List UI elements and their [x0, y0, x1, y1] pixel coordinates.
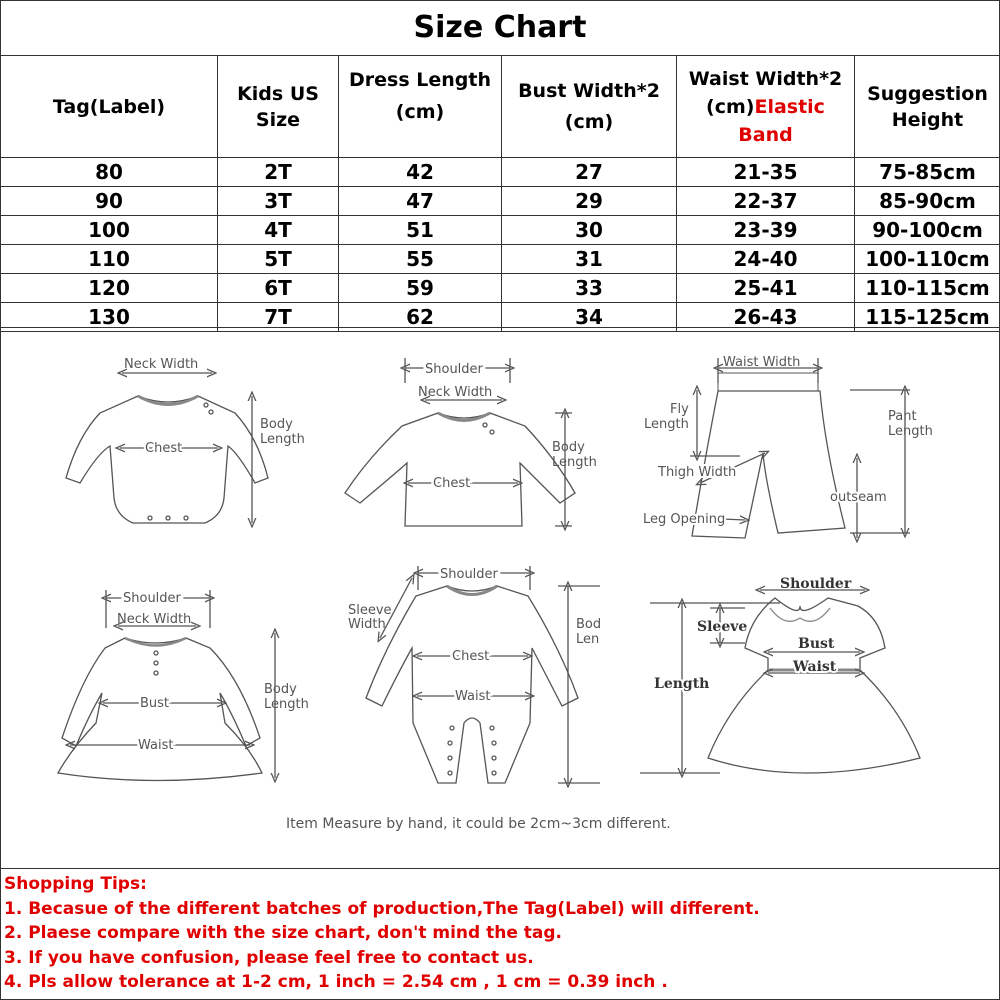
short-dress-length-label: Length	[654, 676, 710, 692]
long-dress-neck-label: Neck Width	[117, 612, 192, 627]
pants-outseam-label: outseam	[830, 490, 887, 505]
pants-diagram	[690, 358, 910, 538]
size-table	[0, 55, 1000, 332]
romper-sleeve-label-2: Width	[348, 617, 386, 632]
tip-item-2: 2. Plaese compare with the size chart, don't mind the tag.	[4, 923, 563, 943]
bodysuit-body-label-1: Body	[260, 417, 293, 432]
table-cell: 47	[339, 187, 502, 216]
table-cell: 5T	[218, 245, 339, 274]
long-dress-shoulder-label: Shoulder	[123, 591, 181, 606]
shopping-tips	[4, 872, 994, 995]
table-row	[1, 187, 1000, 216]
table-cell: 24-40	[677, 245, 855, 274]
bodysuit-body-label-2: Length	[260, 432, 305, 447]
bodysuit-chest-label: Chest	[145, 441, 183, 456]
pants-fly-label-1: Fly	[670, 402, 689, 417]
romper-waist-label: Waist	[455, 689, 491, 704]
table-cell: 85-90cm	[855, 187, 1000, 216]
header-bust-width: Bust Width*2 (cm)	[502, 56, 677, 158]
tips-heading: Shopping Tips:	[4, 874, 147, 894]
long-dress-waist-label: Waist	[138, 738, 174, 753]
long-dress-bust-label: Bust	[140, 696, 170, 711]
table-cell: 4T	[218, 216, 339, 245]
band-label: Band	[738, 123, 793, 146]
table-cell: 62	[339, 303, 502, 332]
table-cell: 2T	[218, 158, 339, 187]
table-cell: 42	[339, 158, 502, 187]
table-cell: 51	[339, 216, 502, 245]
romper-sleeve-label-1: Sleeve	[348, 603, 392, 618]
header-suggestion-height: Suggestion Height	[855, 56, 1000, 158]
table-cell: 23-39	[677, 216, 855, 245]
table-cell: 59	[339, 274, 502, 303]
table-cell: 110-115cm	[855, 274, 1000, 303]
table-cell: 30	[502, 216, 677, 245]
measure-note: Item Measure by hand, it could be 2cm~3cm different.	[286, 816, 671, 832]
table-row	[1, 216, 1000, 245]
romper-chest-label: Chest	[452, 649, 490, 664]
table-cell: 90	[1, 187, 218, 216]
pants-leg-label: Leg Opening	[643, 512, 726, 527]
table-cell: 3T	[218, 187, 339, 216]
header-kids-us-size: Kids US Size	[218, 56, 339, 158]
table-cell: 100	[1, 216, 218, 245]
shirt-diagram	[345, 358, 575, 526]
romper-diagram	[366, 566, 600, 783]
table-cell: 80	[1, 158, 218, 187]
table-cell: 31	[502, 245, 677, 274]
header-dress-length: Dress Length (cm)	[339, 56, 502, 158]
romper-body-label-2: Len	[576, 632, 600, 647]
table-cell: 115-125cm	[855, 303, 1000, 332]
table-cell: 130	[1, 303, 218, 332]
table-row	[1, 245, 1000, 274]
short-dress-shoulder-label: Shoulder	[780, 576, 852, 592]
short-dress-bust-label: Bust	[798, 636, 835, 652]
romper-body-label-1: Bod	[576, 617, 602, 632]
pants-thigh-label: Thigh Width	[658, 465, 737, 480]
table-cell: 34	[502, 303, 677, 332]
tip-item-4: 4. Pls allow tolerance at 1-2 cm, 1 inch = 2.54 cm , 1 cm = 0.39 inch .	[4, 972, 668, 992]
tip-item-3: 3. If you have confusion, please feel free to contact us.	[4, 947, 534, 968]
pants-waist-label: Waist Width	[723, 355, 801, 370]
header-waist-width: Waist Width*2 (cm)Elastic Band	[677, 56, 855, 158]
measurement-diagrams	[0, 327, 1000, 869]
elastic-label: Elastic	[754, 95, 825, 118]
bodysuit-neck-label: Neck Width	[124, 357, 199, 372]
pants-pant-label-2: Length	[888, 424, 933, 439]
table-row	[1, 158, 1000, 187]
tip-item-1: 1. Becasue of the different batches of production,The Tag(Label) will different.	[4, 898, 760, 919]
header-tag-label: Tag(Label)	[1, 56, 218, 158]
long-dress-body-label-2: Length	[264, 697, 309, 712]
table-cell: 26-43	[677, 303, 855, 332]
romper-shoulder-label: Shoulder	[440, 567, 498, 582]
shirt-neck-label: Neck Width	[418, 385, 493, 400]
table-cell: 120	[1, 274, 218, 303]
short-dress-sleeve-label: Sleeve	[697, 619, 748, 635]
pants-pant-label-1: Pant	[888, 409, 917, 424]
table-cell: 21-35	[677, 158, 855, 187]
table-cell: 110	[1, 245, 218, 274]
table-cell: 7T	[218, 303, 339, 332]
table-row	[1, 274, 1000, 303]
table-cell: 27	[502, 158, 677, 187]
table-cell: 6T	[218, 274, 339, 303]
short-dress-waist-label: Waist	[793, 659, 837, 675]
table-cell: 22-37	[677, 187, 855, 216]
table-cell: 90-100cm	[855, 216, 1000, 245]
table-cell: 75-85cm	[855, 158, 1000, 187]
table-cell: 29	[502, 187, 677, 216]
table-header-row	[1, 56, 1000, 158]
table-cell: 100-110cm	[855, 245, 1000, 274]
garment-diagrams-svg	[0, 328, 1000, 868]
table-cell: 33	[502, 274, 677, 303]
shirt-body-label-2: Length	[552, 455, 597, 470]
shirt-shoulder-label: Shoulder	[425, 362, 483, 377]
long-dress-body-label-1: Body	[264, 682, 297, 697]
table-cell: 55	[339, 245, 502, 274]
shirt-chest-label: Chest	[433, 476, 471, 491]
pants-fly-label-2: Length	[644, 417, 689, 432]
page-title: Size Chart	[0, 0, 1000, 56]
table-cell: 25-41	[677, 274, 855, 303]
shirt-body-label-1: Body	[552, 440, 585, 455]
